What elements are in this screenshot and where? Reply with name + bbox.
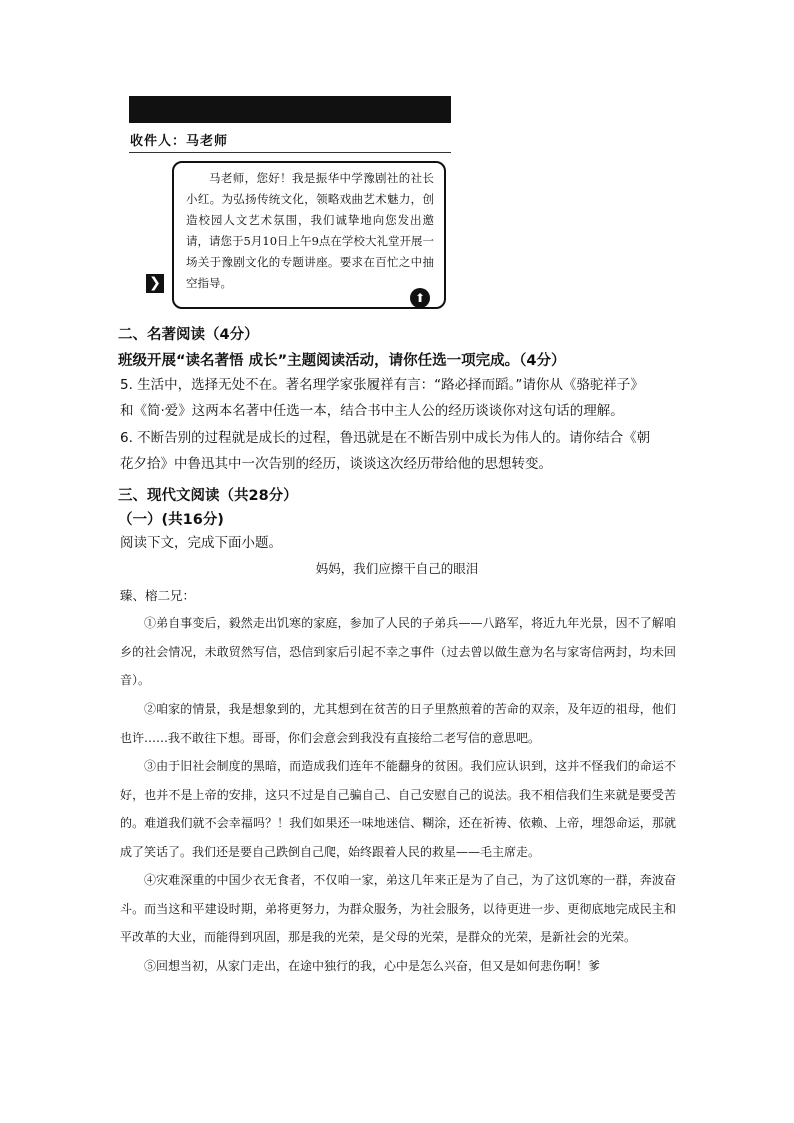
arrow-up-icon[interactable]: ⬆ <box>410 288 430 308</box>
email-divider <box>129 152 451 153</box>
section2-heading: 二、名著阅读（4分） <box>118 327 259 343</box>
section3-instruction: 阅读下文，完成下面小题。 <box>120 535 282 551</box>
section3-subheading: （一）(共16分) <box>118 512 224 528</box>
passage-paragraph-5: ⑤回想当初，从家门走出，在途中独行的我，心中是怎么兴奋，但又是如何悲伤啊！爹 <box>144 959 601 973</box>
passage-paragraph-3: ③由于旧社会制度的黑暗，而造成我们连年不能翻身的贫困。我们应认识到，这并不怪我们的命运不好，也并不是上帝的安排，这只不过是自己骗自己、自己安慰自己的说法。我不相信我们生来就是要受苦的。难道我们就不会幸福吗？！我们如果还一味地迷信、糊涂，还在祈祷、依赖、上帝，埋怨命运，那就成了笑话了。我们还是要自己跌倒自己爬，始终跟着人民的救星——毛主席走。 <box>120 759 676 859</box>
passage-title: 妈妈，我们应擦干自己的眼泪 <box>315 561 479 576</box>
passage-paragraph-2: ②咱家的情景，我是想象到的，尤其想到在贫苦的日子里熬煎着的苦命的双亲，及年迈的祖母，他们也许……我不敢往下想。哥哥，你们会意会到我没有直接给二老写信的意思吧。 <box>120 702 676 745</box>
email-body: 马老师，您好！我是振华中学豫剧社的社长小红。为弘扬传统文化，领略戏曲艺术魅力，创造校园人文艺术氛围，我们诚挚地向您发出邀请，请您于5月10日上午9点在学校大礼堂开展一场关于豫剧文化的专题讲座。要求在百忙之中抽空指导。 <box>186 171 434 290</box>
q5-line2: 和《简·爱》这两本名著中任选一本，结合书中主人公的经历谈谈你对这句话的理解。 <box>120 403 624 419</box>
section2-instruction: 班级开展“读名著悟 成长”主题阅读活动，请你任选一项完成。（4分） <box>118 353 566 369</box>
q5-line1: 5. 生活中，选择无处不在。著名理学家张履祥有言：“路必择而蹈。”请你从《骆驼祥子》 <box>120 377 644 393</box>
passage-salutation: 臻、榕二兄： <box>120 588 196 603</box>
email-recipient: 收件人：马老师 <box>130 134 229 149</box>
q6-line2: 花夕拾》中鲁迅其中一次告别的经历，谈谈这次经历带给他的思想转变。 <box>120 456 552 472</box>
passage-paragraph-1: ①弟自事变后，毅然走出饥寒的家庭，参加了人民的子弟兵——八路军，将近九年光景，因不了解咱乡的社会情况，未敢贸然写信，恐信到家后引起不幸之事件（过去曾以做生意为名与家寄信两封，均未回音）。 <box>120 616 676 687</box>
email-header-bar <box>129 96 451 123</box>
q6-line1: 6. 不断告别的过程就是成长的过程，鲁迅就是在不断告别中成长为伟人的。请你结合《朝 <box>120 430 651 446</box>
section3-heading: 三、现代文阅读（共28分） <box>118 488 298 504</box>
passage-paragraph-4: ④灾难深重的中国少衣无食者，不仅咱一家，弟这几年来正是为了自己，为了这饥寒的一群，奔波奋斗。而当这和平建设时期，弟将更努力，为群众服务，为社会服务，以待更进一步、更彻底地完成民主和平改革的大业，而能得到巩固，那是我的光荣，是父母的光荣，是群众的光荣，是新社会的光荣。 <box>120 873 676 944</box>
arrow-right-icon[interactable]: ❯ <box>146 274 164 293</box>
